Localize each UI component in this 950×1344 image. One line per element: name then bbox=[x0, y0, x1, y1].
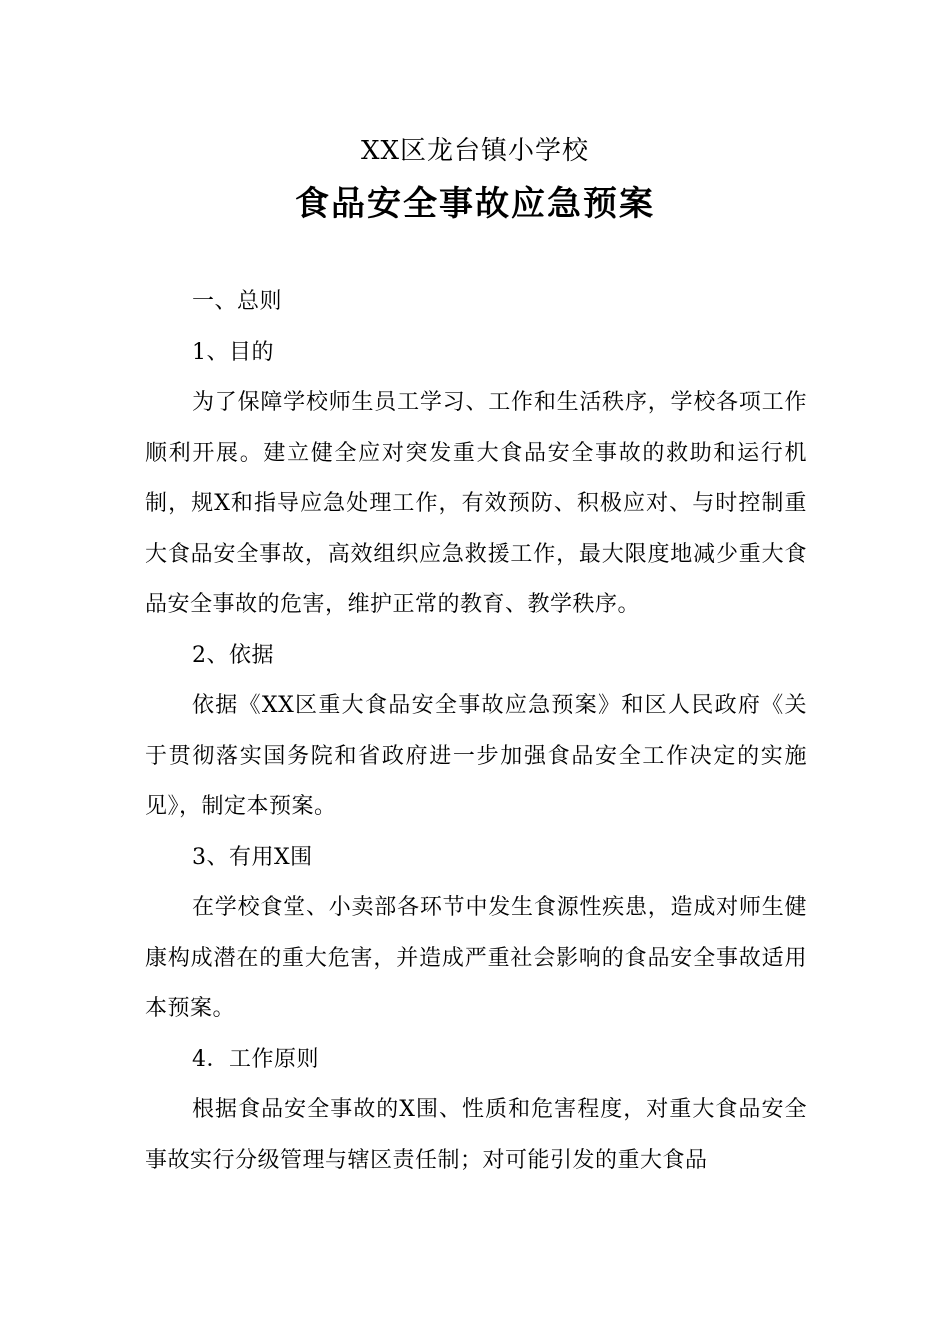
subsection-heading-scope: 3、有用X围 bbox=[192, 844, 313, 870]
subsection-heading-basis: 2、依据 bbox=[192, 642, 274, 668]
section-heading-general: 一、总则 bbox=[192, 289, 283, 314]
subsection-heading-principles: 4．工作原则 bbox=[192, 1046, 319, 1072]
document-title: 食品安全事故应急预案 bbox=[295, 184, 655, 224]
paragraph-scope: 在学校食堂、小卖部各环节中发生食源性疾患，造成对师生健康构成潜在的重大危害，并造成严重社会影响的食品安全事故适用本预案。 bbox=[145, 895, 807, 1021]
document-body bbox=[145, 277, 807, 1186]
paragraph-purpose: 为了保障学校师生员工学习、工作和生活秩序，学校各项工作顺利开展。建立健全应对突发重大食品安全事故的救助和运行机制，规X和指导应急处理工作，有效预防、积极应对、与时控制重大食品安全事故，高效组织应急救援工作，最大限度地减少重大食品安全事故的危害，维护正常的教育、教学秩序。 bbox=[145, 390, 807, 617]
paragraph-basis: 依据《XX区重大食品安全事故应急预案》和区人民政府《关于贯彻落实国务院和省政府进一步加强食品安全工作决定的实施见》，制定本预案。 bbox=[145, 693, 807, 819]
document-subtitle: XX区龙台镇小学校 bbox=[360, 136, 590, 166]
subsection-heading-purpose: 1、目的 bbox=[192, 339, 274, 365]
paragraph-principles: 根据食品安全事故的X围、性质和危害程度，对重大食品安全事故实行分级管理与辖区责任制；对可能引发的重大食品 bbox=[145, 1097, 807, 1173]
